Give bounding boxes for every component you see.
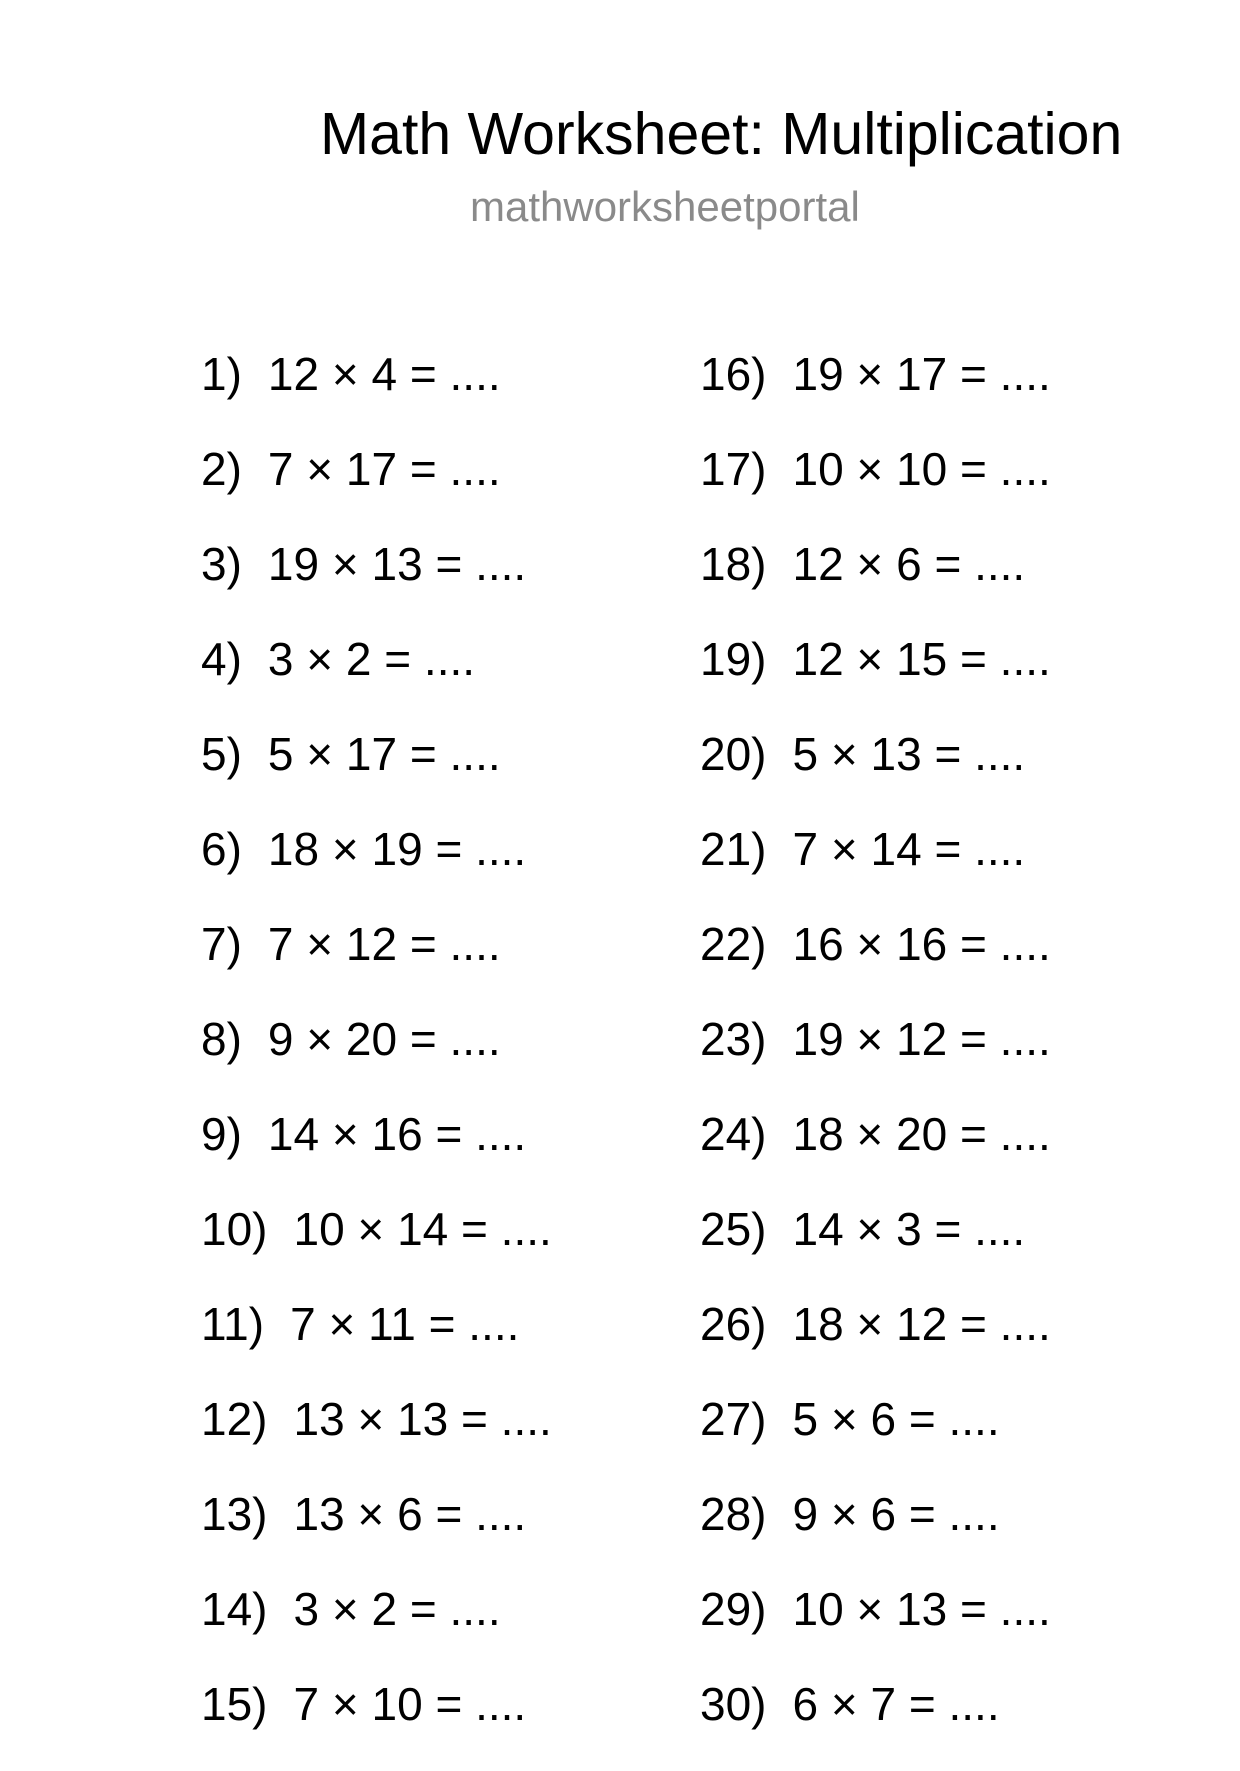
problem-13 [201, 1486, 681, 1581]
problem-number: 10) [201, 1203, 268, 1255]
problem-3 [201, 536, 681, 631]
problem-expression: 3 × 2 = .... [293, 1583, 501, 1635]
problem-number: 26) [700, 1298, 767, 1350]
problem-expression: 12 × 4 = .... [267, 348, 501, 400]
page-subtitle: mathworksheetportal [470, 183, 860, 230]
problem-4 [201, 631, 681, 726]
problem-expression: 7 × 10 = .... [293, 1678, 527, 1730]
problem-number: 25) [700, 1203, 767, 1255]
problem-expression: 7 × 12 = .... [267, 918, 501, 970]
problem-23 [700, 1011, 1180, 1106]
problem-expression: 7 × 11 = .... [290, 1298, 520, 1350]
problem-expression: 6 × 7 = .... [792, 1678, 1000, 1730]
problem-expression: 18 × 20 = .... [792, 1108, 1051, 1160]
problem-number: 8) [201, 1013, 242, 1065]
problem-expression: 5 × 6 = .... [792, 1393, 1000, 1445]
problem-19 [700, 631, 1180, 726]
problem-number: 21) [700, 823, 767, 875]
problem-expression: 9 × 6 = .... [792, 1488, 1000, 1540]
problem-number: 20) [700, 728, 767, 780]
problem-29 [700, 1581, 1180, 1676]
problem-expression: 19 × 13 = .... [267, 538, 527, 590]
problem-expression: 5 × 17 = .... [267, 728, 501, 780]
problem-1 [201, 346, 681, 441]
problem-17 [700, 441, 1180, 536]
problem-number: 14) [201, 1583, 268, 1635]
problem-number: 7) [201, 918, 242, 970]
page-title: Math Worksheet: Multiplication [320, 101, 1123, 167]
problem-7 [201, 916, 681, 1011]
problem-26 [700, 1296, 1180, 1391]
problem-27 [700, 1391, 1180, 1486]
problem-30 [700, 1676, 1180, 1771]
problem-expression: 18 × 12 = .... [792, 1298, 1051, 1350]
problem-number: 5) [201, 728, 242, 780]
problem-number: 11) [201, 1298, 265, 1350]
problem-number: 13) [201, 1488, 268, 1540]
problem-expression: 7 × 17 = .... [267, 443, 501, 495]
problem-2 [201, 441, 681, 536]
problem-expression: 3 × 2 = .... [267, 633, 476, 685]
problem-14 [201, 1581, 681, 1676]
problem-11 [201, 1296, 681, 1391]
problem-number: 30) [700, 1678, 767, 1730]
problem-16 [700, 346, 1180, 441]
problem-9 [201, 1106, 681, 1201]
problem-18 [700, 536, 1180, 631]
problem-expression: 12 × 6 = .... [792, 538, 1026, 590]
problem-expression: 13 × 13 = .... [293, 1393, 552, 1445]
problem-15 [201, 1676, 681, 1771]
problem-number: 2) [201, 443, 242, 495]
problem-expression: 19 × 17 = .... [792, 348, 1051, 400]
problem-expression: 10 × 14 = .... [293, 1203, 552, 1255]
problem-number: 28) [700, 1488, 767, 1540]
problem-number: 29) [700, 1583, 767, 1635]
problem-number: 22) [700, 918, 767, 970]
problem-6 [201, 821, 681, 916]
problem-expression: 7 × 14 = .... [792, 823, 1026, 875]
problem-number: 12) [201, 1393, 268, 1445]
problem-expression: 16 × 16 = .... [792, 918, 1051, 970]
problem-number: 1) [201, 348, 242, 400]
problem-number: 15) [201, 1678, 268, 1730]
problem-number: 18) [700, 538, 767, 590]
problem-number: 4) [201, 633, 242, 685]
problem-expression: 10 × 10 = .... [792, 443, 1051, 495]
problem-expression: 9 × 20 = .... [267, 1013, 501, 1065]
problem-expression: 14 × 16 = .... [267, 1108, 527, 1160]
problem-22 [700, 916, 1180, 1011]
problem-number: 9) [201, 1108, 242, 1160]
problem-number: 17) [700, 443, 767, 495]
problem-expression: 10 × 13 = .... [792, 1583, 1051, 1635]
problem-number: 19) [700, 633, 767, 685]
problem-24 [700, 1106, 1180, 1201]
problem-column-left [201, 346, 681, 1771]
problem-number: 3) [201, 538, 242, 590]
problem-5 [201, 726, 681, 821]
problem-number: 23) [700, 1013, 767, 1065]
problem-12 [201, 1391, 681, 1486]
problem-number: 27) [700, 1393, 767, 1445]
problem-20 [700, 726, 1180, 821]
problem-10 [201, 1201, 681, 1296]
problem-expression: 19 × 12 = .... [792, 1013, 1051, 1065]
problem-expression: 14 × 3 = .... [792, 1203, 1026, 1255]
problem-number: 24) [700, 1108, 767, 1160]
problem-expression: 18 × 19 = .... [267, 823, 527, 875]
problem-expression: 13 × 6 = .... [293, 1488, 527, 1540]
problem-21 [700, 821, 1180, 916]
problem-expression: 5 × 13 = .... [792, 728, 1026, 780]
problem-expression: 12 × 15 = .... [792, 633, 1051, 685]
problem-number: 6) [201, 823, 242, 875]
problem-8 [201, 1011, 681, 1106]
problem-25 [700, 1201, 1180, 1296]
problem-28 [700, 1486, 1180, 1581]
problem-column-right [700, 346, 1180, 1771]
problem-number: 16) [700, 348, 767, 400]
